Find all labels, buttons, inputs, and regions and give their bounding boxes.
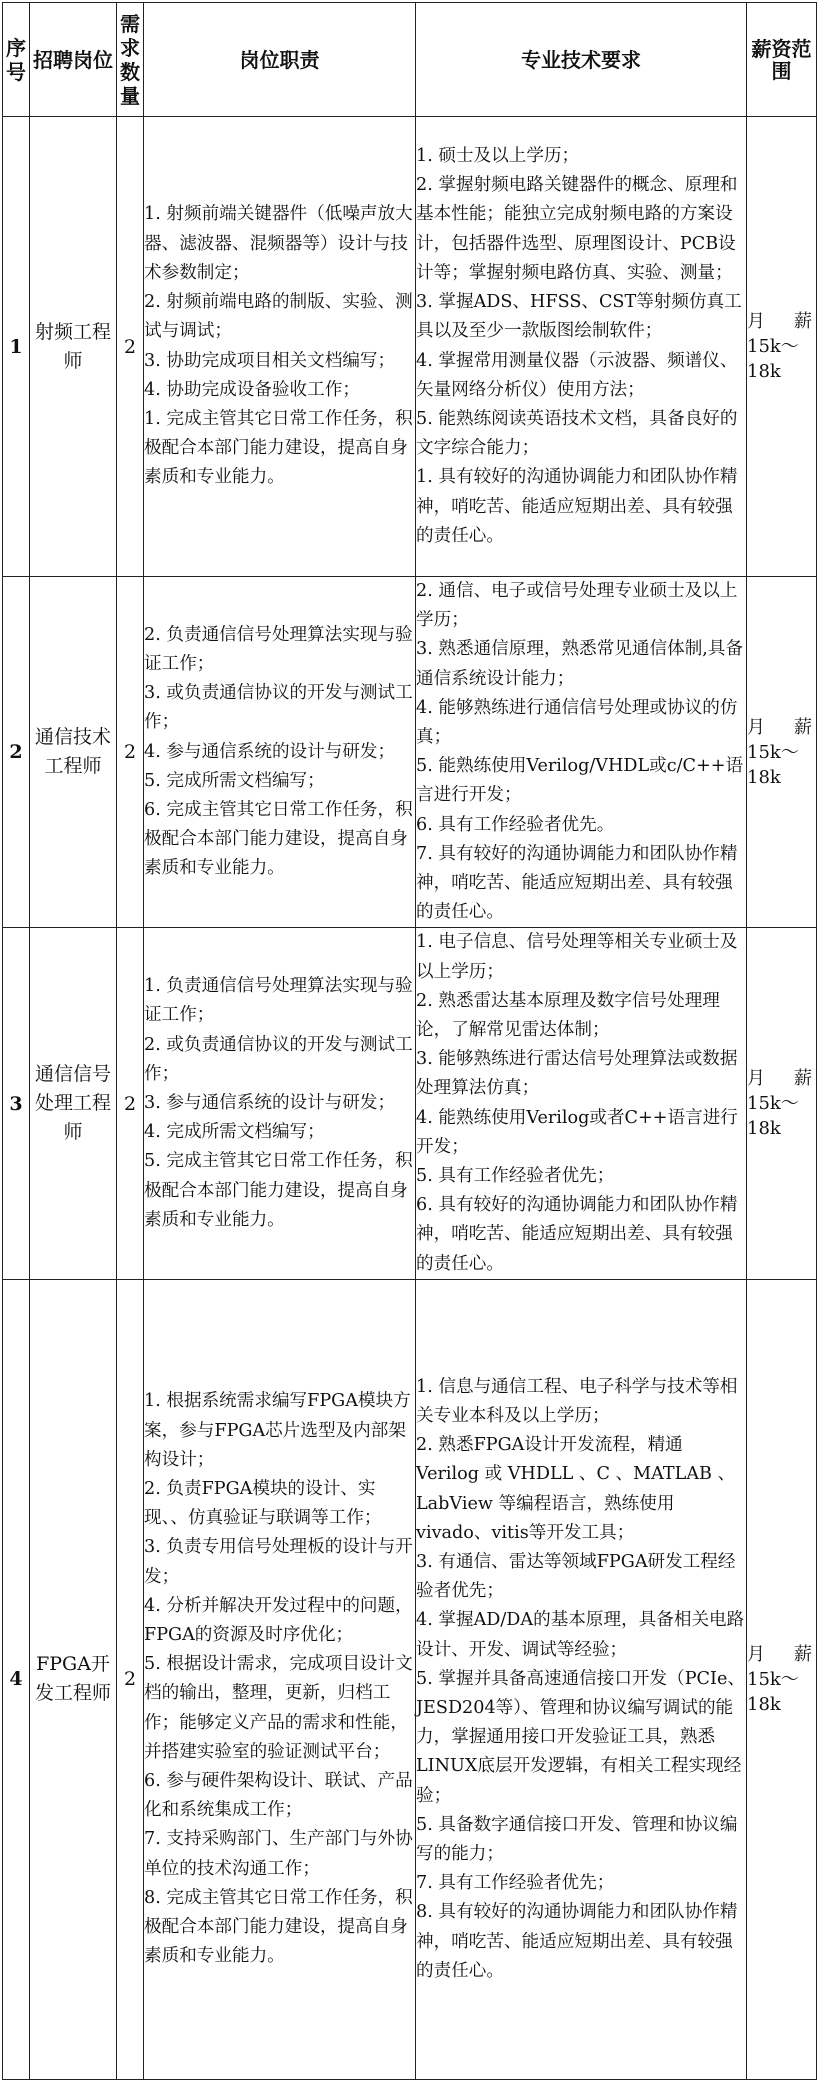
table-row-3 (3, 928, 817, 1279)
requirement-item: 8. 具有较好的沟通协调能力和团队协作精神，哨吃苦、能适应短期出差、具有较强的责任心。 (416, 1902, 738, 1981)
header-duties: 岗位职责 (144, 3, 416, 117)
requirement-item: 2. 掌握射频电路关键器件的概念、原理和基本性能；能独立完成射频电路的方案设计，包括器件选型、原理图设计、PCB设计等；掌握射频电路仿真、实验、测量； (416, 175, 738, 283)
salary-range: 15k～18k (747, 336, 799, 382)
requirement-item: 2. 熟悉FPGA设计开发流程，精通 Verilog 或 VHDLL 、C 、MATLAB 、LabView 等编程语言，熟练使用vivado、vitis等开发工具； (416, 1435, 736, 1543)
requirement-item: 4. 掌握AD/DA的基本原理，具备相关电路设计、开发、调试等经验； (416, 1610, 745, 1660)
requirement-item: 5. 掌握并具备高速通信接口开发（PCIe、JESD204等）、管理和协议编写调试的能力，掌握通用接口开发验证工具，熟悉LINUX底层开发逻辑，有相关工程实现经验； (416, 1668, 745, 1806)
header-salary: 薪资范围 (747, 3, 817, 117)
duty-item: 3. 负责专用信号处理板的设计与开发； (144, 1537, 413, 1587)
salary-prefix: 月 (747, 1643, 765, 1665)
requirement-item: 1. 硕士及以上学历； (416, 146, 580, 167)
salary-label: 薪 (794, 1068, 812, 1090)
requirement-item: 5. 具有工作经验者优先； (416, 1166, 615, 1187)
duty-item: 3. 或负责通信协议的开发与测试工作； (144, 683, 413, 733)
duty-item: 2. 射频前端电路的制版、实验、测试与调试； (144, 292, 413, 342)
requirement-item: 7. 具有较好的沟通协调能力和团队协作精神，哨吃苦、能适应短期出差、具有较强的责任心。 (416, 843, 738, 923)
row-index: 1 (3, 117, 30, 577)
row-requirements (416, 577, 747, 928)
duty-item: 1. 根据系统需求编写FPGA模块方案，参与FPGA芯片选型及内部架构设计； (144, 1391, 411, 1470)
requirement-item: 4. 掌握常用测量仪器（示波器、频谱仪、矢量网络分析仪）使用方法； (416, 350, 738, 400)
duty-item: 6. 参与硬件架构设计、联试、产品化和系统集成工作； (144, 1770, 413, 1821)
row-position: 通信信号处理工程师 (30, 928, 117, 1279)
row-count: 2 (117, 117, 144, 577)
row-position: FPGA开发工程师 (30, 1279, 117, 2079)
row-salary (747, 1279, 817, 2079)
row-index: 4 (3, 1279, 30, 2079)
requirement-item: 1. 具有较好的沟通协调能力和团队协作精神，哨吃苦、能适应短期出差、具有较强的责任心。 (416, 467, 738, 546)
row-index: 3 (3, 928, 30, 1279)
requirement-item: 2. 熟悉雷达基本原理及数字信号处理理论，了解常见雷达体制； (416, 990, 720, 1041)
header-index: 序号 (3, 3, 30, 117)
requirement-item: 6. 具有较好的沟通协调能力和团队协作精神，哨吃苦、能适应短期出差、具有较强的责任心。 (416, 1195, 738, 1274)
row-count: 2 (117, 928, 144, 1279)
duty-item: 5. 完成主管其它日常工作任务，积极配合本部门能力建设，提高自身素质和专业能力。 (144, 1151, 413, 1230)
requirement-item: 1. 信息与通信工程、电子科学与技术等相关专业本科及以上学历； (416, 1376, 738, 1426)
table-row-2 (3, 577, 817, 928)
requirement-item: 2. 通信、电子或信号处理专业硕士及以上学历； (416, 581, 738, 631)
duty-item: 2. 或负责通信协议的开发与测试工作； (144, 1034, 413, 1084)
duty-item: 4. 协助完成设备验收工作； (144, 379, 360, 400)
duty-item: 4. 参与通信系统的设计与研发； (144, 741, 396, 762)
requirement-item: 4. 能熟练使用Verilog或者C++语言进行开发； (416, 1107, 738, 1157)
duty-item: 3. 协助完成项目相关文档编写； (144, 350, 396, 371)
requirement-item: 7. 具有工作经验者优先； (416, 1873, 615, 1894)
header-count: 需求数量 (117, 3, 144, 117)
salary-range: 15k～18k (747, 1668, 799, 1715)
requirement-item: 5. 能熟练阅读英语技术文档，具备良好的文字综合能力； (416, 408, 738, 459)
requirement-item: 1. 电子信息、信号处理等相关专业硕士及以上学历； (416, 932, 738, 982)
row-salary (747, 928, 817, 1279)
requirement-item: 3. 有通信、雷达等领域FPGA研发工程经验者优先； (416, 1551, 736, 1602)
table-row-4 (3, 1279, 817, 2079)
salary-label: 薪 (794, 716, 812, 738)
duty-item: 1. 负责通信信号处理算法实现与验证工作； (144, 976, 413, 1026)
duty-item: 2. 负责通信信号处理算法实现与验证工作； (144, 624, 413, 674)
duty-item: 4. 分析并解决开发过程中的问题，FPGA的资源及时序优化； (144, 1595, 413, 1645)
salary-label: 薪 (794, 311, 812, 332)
header-requirements: 专业技术要求 (416, 3, 747, 117)
row-position: 射频工程师 (30, 117, 117, 577)
duty-item: 7. 支持采购部门、生产部门与外协单位的技术沟通工作； (144, 1829, 413, 1879)
salary-label: 薪 (794, 1643, 812, 1665)
duty-item: 4. 完成所需文档编写； (144, 1122, 325, 1143)
duty-item: 5. 完成所需文档编写； (144, 770, 325, 791)
requirement-item: 3. 能够熟练进行雷达信号处理算法或数据处理算法仿真； (416, 1049, 738, 1099)
row-count: 2 (117, 1279, 144, 2079)
header-position: 招聘岗位 (30, 3, 117, 117)
duty-item: 6. 完成主管其它日常工作任务，积极配合本部门能力建设，提高自身素质和专业能力。 (144, 800, 413, 879)
requirement-item: 3. 熟悉通信原理，熟悉常见通信体制,具备通信系统设计能力； (416, 639, 744, 689)
row-index: 2 (3, 577, 30, 928)
row-position: 通信技术工程师 (30, 577, 117, 928)
row-duties (144, 1279, 416, 2079)
duty-item: 2. 负责FPGA模块的设计、实现、、仿真验证与联调等工作； (144, 1478, 382, 1529)
salary-prefix: 月 (747, 311, 765, 332)
requirement-item: 5. 具备数字通信接口开发、管理和协议编写的能力； (416, 1814, 738, 1864)
row-duties (144, 117, 416, 577)
salary-prefix: 月 (747, 716, 765, 738)
row-requirements (416, 117, 747, 577)
row-salary (747, 577, 817, 928)
row-count: 2 (117, 577, 144, 928)
row-requirements (416, 1279, 747, 2079)
recruitment-table (2, 2, 817, 2080)
table-row-1 (3, 117, 817, 577)
requirement-item: 5. 能熟练使用Verilog/VHDL或c/C++语言进行开发； (416, 756, 744, 806)
requirement-item: 3. 掌握ADS、HFSS、CST等射频仿真工具以及至少一款版图绘制软件； (416, 292, 742, 342)
row-duties (144, 577, 416, 928)
duty-item: 8. 完成主管其它日常工作任务，积极配合本部门能力建设，提高自身素质和专业能力。 (144, 1887, 413, 1967)
salary-prefix: 月 (747, 1068, 765, 1090)
row-salary (747, 117, 817, 577)
requirement-item: 6. 具有工作经验者优先。 (416, 814, 615, 835)
row-duties (144, 928, 416, 1279)
duty-item: 3. 参与通信系统的设计与研发； (144, 1093, 396, 1114)
header-row (3, 3, 817, 117)
row-requirements (416, 928, 747, 1279)
duty-item: 1. 完成主管其它日常工作任务，积极配合本部门能力建设，提高自身素质和专业能力。 (144, 408, 413, 488)
duty-item: 1. 射频前端关键器件（低噪声放大器、滤波器、混频器等）设计与技术参数制定； (144, 204, 413, 283)
salary-range: 15k～18k (747, 741, 799, 788)
requirement-item: 4. 能够熟练进行通信信号处理或协议的仿真； (416, 697, 738, 748)
salary-range: 15k～18k (747, 1093, 799, 1140)
duty-item: 5. 根据设计需求，完成项目设计文档的输出，整理，更新，归档工作；能够定义产品的需求和性能，并搭建实验室的验证测试平台； (144, 1654, 413, 1762)
